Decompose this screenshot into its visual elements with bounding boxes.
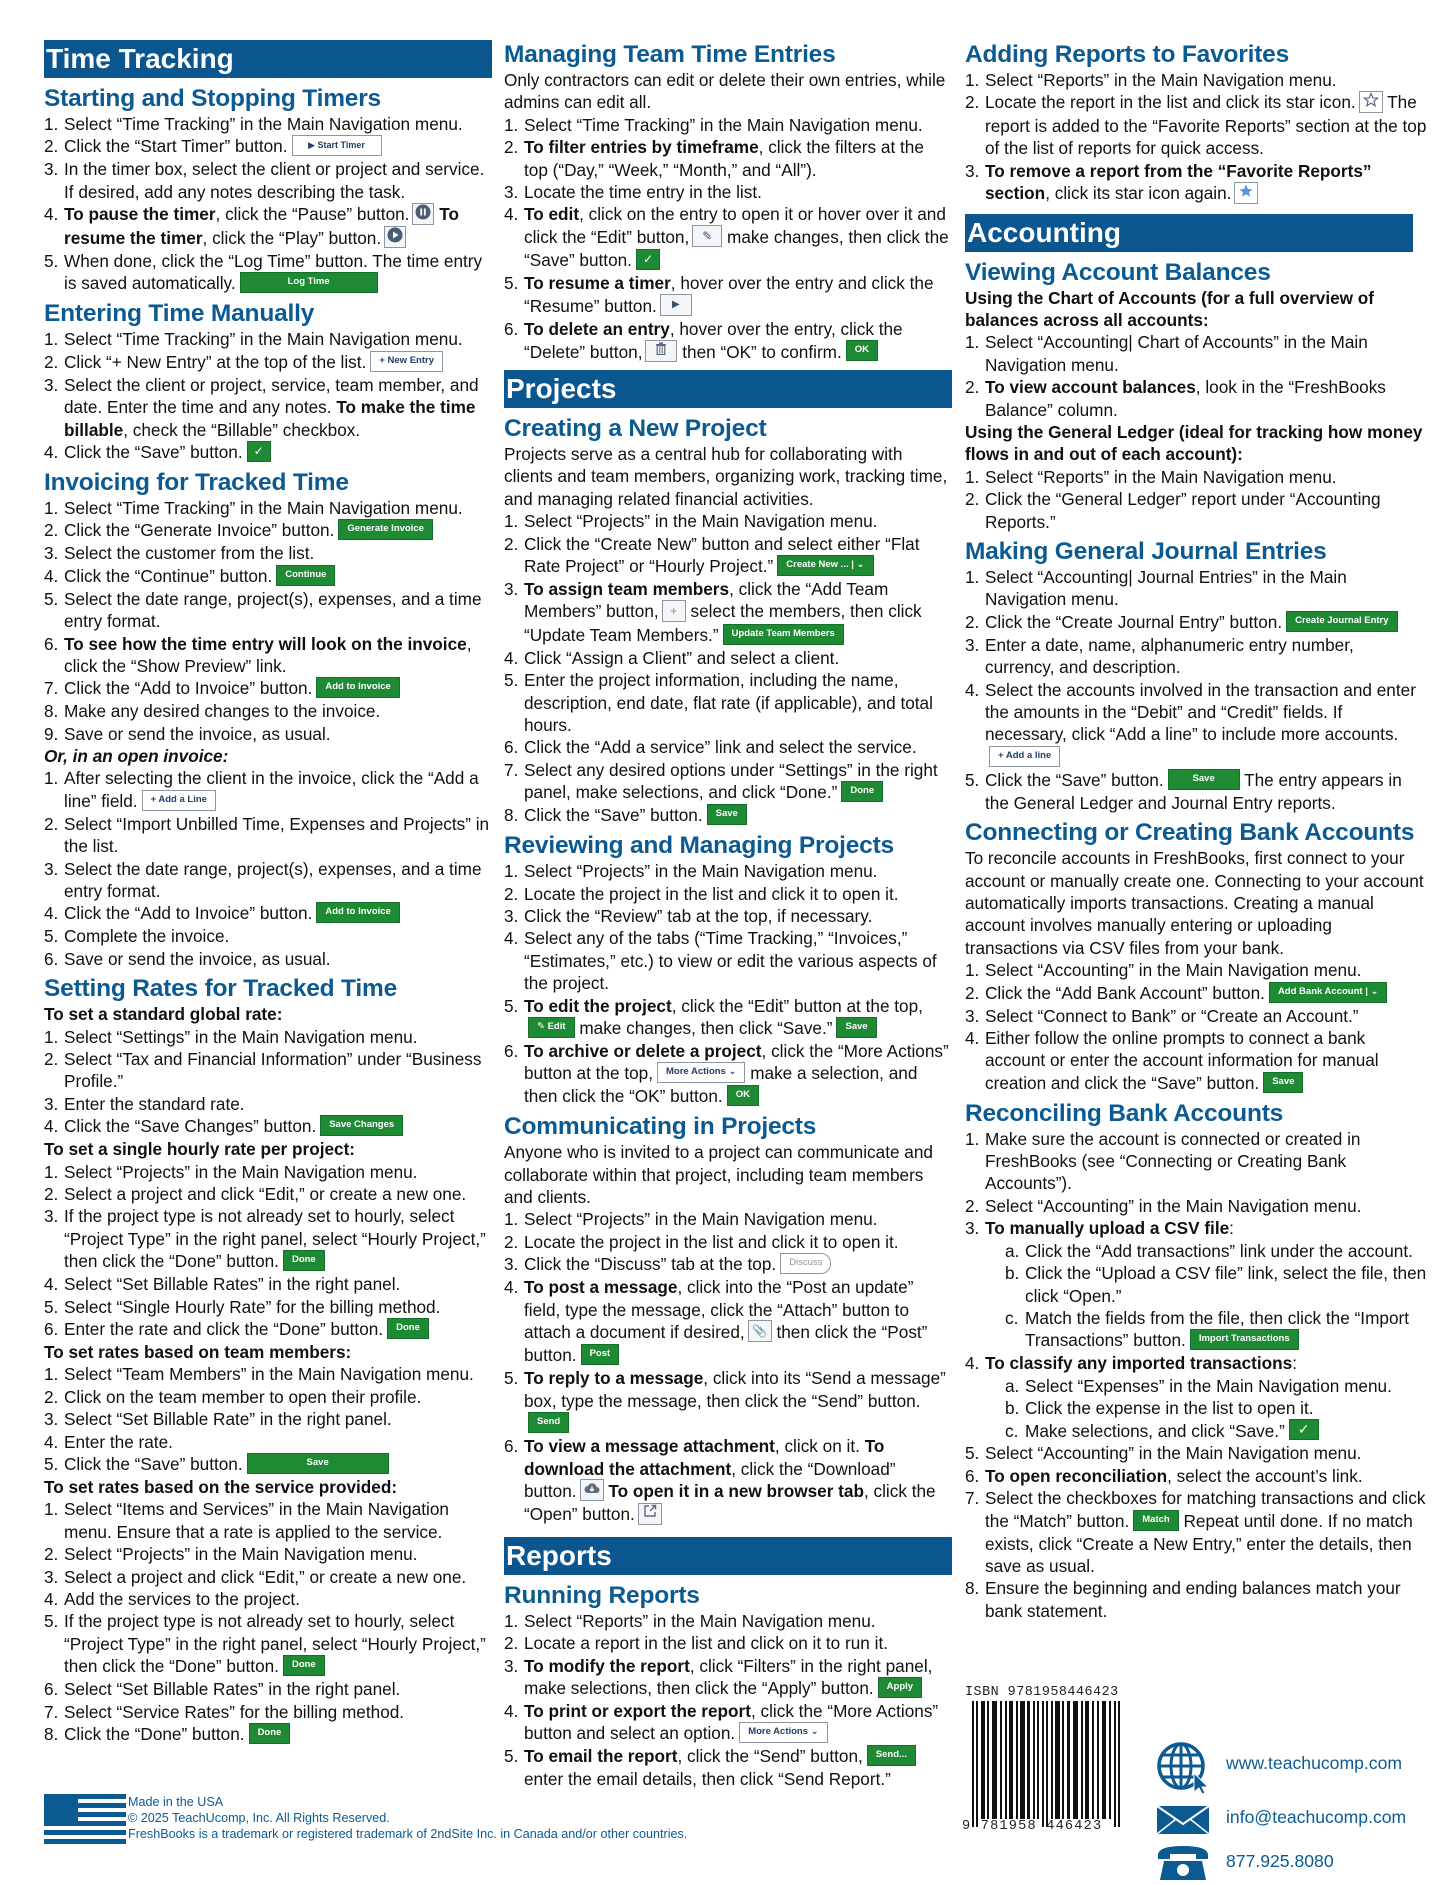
step: 3. Enter a date, name, alphanumeric entry number, currency, and description. xyxy=(965,634,1354,678)
step: 2. Click “+ New Entry” at the top of the list. + New Entry xyxy=(44,351,492,374)
steps-chart-of-accounts xyxy=(965,331,1427,421)
subheading-chart-of-accounts: Using the Chart of Accounts (for a full overview of balances across all accounts: xyxy=(965,287,1375,330)
barcode xyxy=(972,1701,1120,1827)
step: 1. Select “Projects” in the Main Navigation menu. xyxy=(44,1161,418,1182)
step: 4. Add the services to the project. xyxy=(44,1588,300,1609)
steps-creating-project xyxy=(504,510,952,827)
step: 2. To filter entries by timeframe, click the filters at the top (“Day,” “Week,” “Month,” and “All”). xyxy=(504,137,924,180)
ok-button[interactable]: OK xyxy=(846,340,878,361)
steps-open-invoice xyxy=(44,767,492,970)
step: 5. Complete the invoice. xyxy=(44,926,230,947)
resume-play-icon[interactable]: ▶ xyxy=(660,294,692,316)
step: 4. To edit, click on the entry to open it or hover over it and click the “Edit” button, ✎ make changes, then click the “Save” button. ✓ xyxy=(504,204,949,271)
step: 6. Select “Set Billable Rates” in the right panel. xyxy=(44,1679,401,1700)
save-checkmark-button[interactable]: ✓ xyxy=(1289,1419,1319,1440)
subheading-open-invoice: Or, in an open invoice: xyxy=(44,746,229,767)
step: 3. Select the date range, project(s), expenses, and a time entry format. xyxy=(44,858,482,902)
save-button[interactable]: Save xyxy=(247,1453,389,1474)
step: 1. Select “Reports” in the Main Navigation menu. xyxy=(504,1610,876,1631)
step: 9. Save or send the invoice, as usual. xyxy=(44,723,331,744)
step: 1. Make sure the account is connected or created in FreshBooks (see “Connecting or Creating Bank Accounts”). xyxy=(965,1128,1361,1194)
email-link[interactable]: info@teachucomp.com xyxy=(1226,1807,1407,1827)
step: 4. Click the “Save Changes” button. Save Changes xyxy=(44,1115,492,1138)
add-to-invoice-button[interactable]: Add to Invoice xyxy=(316,902,399,923)
step: 8. Click the “Save” button. Save xyxy=(504,804,952,827)
step: 2. Click on the team member to open their profile. xyxy=(44,1386,422,1407)
steps-team-member-rates xyxy=(44,1363,492,1476)
step: 5. To email the report, click the “Send” button, Send... enter the email details, then click “Send Report.” xyxy=(504,1745,952,1790)
step: 1. Select “Reports” in the Main Navigation menu. xyxy=(965,466,1337,487)
discuss-tab[interactable]: Discuss xyxy=(780,1253,831,1274)
create-new-dropdown-button[interactable]: Create New ... | ⌄ xyxy=(777,555,873,576)
step: 3. To manually upload a CSV file: a. Click the “Add transactions” link under the account. b. Click the “Upload a CSV file” link, select the file, then click “Open.” c. Match the fields from the file, then click the “Import Transactions” button. Import Transactions xyxy=(965,1218,1427,1351)
step: 6. To open reconciliation, select the account’s link. xyxy=(965,1465,1363,1486)
step: 2. Click the “Generate Invoice” button. Generate Invoice xyxy=(44,519,492,542)
steps-reconciling xyxy=(965,1128,1427,1623)
steps-journal-entries xyxy=(965,566,1427,814)
step: 5. Click the “Save” button. Save xyxy=(44,1453,492,1476)
column-favorites-accounting xyxy=(965,38,1427,1622)
step: 2. Click the “Create New” button and select either “Flat Rate Project” or “Hourly Project.” Create New ... | ⌄ xyxy=(504,533,920,576)
add-to-invoice-button[interactable]: Add to Invoice xyxy=(316,677,399,698)
step: 4. To classify any imported transactions: a. Select “Expenses” in the Main Navigation menu. b. Click the expense in the list to open it. c. Make selections, and click “Save.” ✓ xyxy=(965,1352,1427,1442)
envelope-icon xyxy=(1156,1805,1210,1835)
subheading-hourly-rate: To set a single hourly rate per project: xyxy=(44,1139,356,1160)
step: 4. To pause the timer, click the “Pause” button. To resume the timer, click the “Play” button. xyxy=(44,204,459,248)
substep: c. Make selections, and click “Save.” ✓ xyxy=(985,1420,1427,1443)
step: 2. Click the “General Ledger” report under “Accounting Reports.” xyxy=(965,489,1381,532)
step: 5. To resume a timer, hover over the entry and click the “Resume” button. ▶ xyxy=(504,273,934,316)
step: 2. Locate the project in the list and click it to open it. xyxy=(504,1231,899,1252)
step: 6. Click the “Add a service” link and select the service. xyxy=(504,737,917,758)
step: 4. Either follow the online prompts to connect a bank account or enter the account information for manual creation and click the “Save” button. Save xyxy=(965,1027,1379,1093)
subheading-global-rate: To set a standard global rate: xyxy=(44,1004,283,1025)
step: 7. Select “Service Rates” for the billing method. xyxy=(44,1701,405,1722)
step: 4. Select “Set Billable Rates” in the right panel. xyxy=(44,1274,401,1295)
made-in-usa: Made in the USA xyxy=(128,1795,224,1809)
step: 6. To see how the time entry will look on the invoice, click the “Show Preview” link. xyxy=(44,633,472,676)
heading-bank-accounts: Connecting or Creating Bank Accounts xyxy=(965,819,1415,847)
step: 2. Select “Projects” in the Main Navigation menu. xyxy=(44,1544,418,1565)
step: 3. Select “Connect to Bank” or “Create an Account.” xyxy=(965,1005,1359,1026)
heading-journal-entries: Making General Journal Entries xyxy=(965,538,1327,565)
barcode-digits: 9 781958 446423 xyxy=(962,1819,1103,1834)
done-button[interactable]: Done xyxy=(283,1655,325,1676)
step: 8. Click the “Done” button. Done xyxy=(44,1723,492,1746)
steps-general-ledger xyxy=(965,466,1427,533)
save-changes-button[interactable]: Save Changes xyxy=(320,1115,403,1136)
steps-adding-favorites xyxy=(965,69,1427,206)
step: 2. Click the “Start Timer” button. ▶ Start Timer xyxy=(44,135,492,158)
add-a-line-button[interactable]: + Add a Line xyxy=(142,790,216,811)
subheading-general-ledger: Using the General Ledger (ideal for tracking how money flows in and out of each account): xyxy=(965,421,1423,465)
step: 4. Enter the rate. xyxy=(44,1431,173,1452)
column-time-tracking xyxy=(44,40,492,1746)
isbn-label: ISBN 9781958446423 xyxy=(965,1685,1119,1700)
generate-invoice-button[interactable]: Generate Invoice xyxy=(338,519,433,540)
add-bank-account-dropdown-button[interactable]: Add Bank Account | ⌄ xyxy=(1269,982,1388,1003)
phone-number[interactable]: 877.925.8080 xyxy=(1226,1851,1334,1871)
log-time-button[interactable]: Log Time xyxy=(240,272,378,293)
step: 5. To reply to a message, click into its “Send a message” box, type the message, then click the “Send” button.Send xyxy=(504,1367,952,1435)
step: 6. Enter the rate and click the “Done” button. Done xyxy=(44,1318,492,1341)
step: 1. Select “Time Tracking” in the Main Navigation menu. xyxy=(44,497,463,518)
step: 4. To post a message, click into the “Post an update” field, type the message, click the “Attach” button to attach a document if desired, 📎 then click the “Post” button. Post xyxy=(504,1277,928,1366)
intro-bank-accounts: To reconcile accounts in FreshBooks, first connect to your account or manually create one. Connecting to your account automatically imports transactions. Creating a manual account involves manually entering or uploading transactions via CSV files from your bank. xyxy=(965,848,1424,958)
trademark-notice: FreshBooks is a trademark or registered trademark of 2ndSite Inc. in Canada and/or other countries. xyxy=(128,1827,688,1841)
step: 1. Select “Settings” in the Main Navigation menu. xyxy=(44,1026,418,1047)
step: 1. Select “Time Tracking” in the Main Navigation menu. xyxy=(44,114,463,134)
step: 3. To assign team members, click the “Add Team Members” button, + select the members, then click “Update Team Members.” Update Team Members xyxy=(504,578,922,645)
step: 2. Locate a report in the list and click on it to run it. xyxy=(504,1633,888,1654)
step: 3. Select “Set Billable Rate” in the right panel. xyxy=(44,1409,392,1430)
footer-copyright xyxy=(44,1794,744,1844)
step: 1. Select “Projects” in the Main Navigation menu. xyxy=(504,1209,878,1230)
more-actions-dropdown[interactable]: More Actions ⌄ xyxy=(657,1062,745,1083)
step: 2. Select a project and click “Edit,” or create a new one. xyxy=(44,1184,467,1205)
step: 5. If the project type is not already set to hourly, select “Project Type” in the right panel, select “Hourly Project,” then click the “Done” button. Done xyxy=(44,1611,486,1677)
steps-bank-accounts xyxy=(965,959,1427,1095)
step: 5. To edit the project, click the “Edit” button at the top,✎ Edit make changes, then click “Save.” Save xyxy=(504,995,923,1038)
continue-button[interactable]: Continue xyxy=(276,565,335,586)
step: 1. Select “Accounting” in the Main Navigation menu. xyxy=(965,960,1362,981)
step: 3. In the timer box, select the client or project and service. If desired, add any notes describing the task. xyxy=(44,159,485,202)
step: 5. When done, click the “Log Time” button. The time entry is saved automatically. Log Time xyxy=(44,251,483,294)
us-flag-icon xyxy=(44,1794,126,1846)
steps-starting-timers xyxy=(44,113,492,295)
step: 3. Select a project and click “Edit,” or create a new one. xyxy=(44,1566,467,1587)
heading-entering-time-manually: Entering Time Manually xyxy=(44,300,315,328)
step: 3. Select the client or project, service, team member, and date. Enter the time and any notes. To make the time billable, check the “Billable” checkbox. xyxy=(44,374,479,440)
step: 5. Select “Single Hourly Rate” for the billing method. xyxy=(44,1296,441,1317)
save-checkmark-button[interactable]: ✓ xyxy=(247,441,271,462)
heading-reviewing-projects: Reviewing and Managing Projects xyxy=(504,832,894,860)
steps-hourly-rate xyxy=(44,1161,492,1341)
step: 2. Locate the project in the list and click it to open it. xyxy=(504,883,899,904)
step: 3. To modify the report, click “Filters” in the right panel, make selections, then click the “Apply” button. Apply xyxy=(504,1655,933,1699)
step: 3. Locate the time entry in the list. xyxy=(504,182,762,203)
step: 1. Select “Projects” in the Main Navigation menu. xyxy=(504,511,878,532)
step: 2. Select “Accounting” in the Main Navigation menu. xyxy=(965,1195,1362,1216)
step: 4. Select the accounts involved in the transaction and enter the amounts in the “Debit” and “Credit” fields. If necessary, click “Add a line” to include more accounts.+ Add a line xyxy=(965,679,1427,769)
step: 1. Select “Time Tracking” in the Main Navigation menu. xyxy=(44,329,463,350)
step: 1. After selecting the client in the invoice, click the “Add a line” field. + Add a Line xyxy=(44,768,479,811)
step: 5. Enter the project information, including the name, description, end date, flat rate (if applicable), and total hours. xyxy=(504,670,933,735)
section-banner-accounting: Accounting xyxy=(965,214,1413,252)
heading-reconciling: Reconciling Bank Accounts xyxy=(965,1099,1284,1127)
steps-invoicing xyxy=(44,497,492,745)
step: 6. Save or send the invoice, as usual. xyxy=(44,948,331,969)
start-timer-button[interactable]: ▶ Start Timer xyxy=(292,135,382,156)
step: 7. Select the checkboxes for matching transactions and click the “Match” button. Match Repeat until done. If no match exists, click “Create a New Entry,” enter the details, then save as usual. xyxy=(965,1488,1426,1577)
copyright: © 2025 TeachUcomp, Inc. All Rights Reserved. xyxy=(128,1811,390,1825)
step: 5. Select the date range, project(s), expenses, and a time entry format. xyxy=(44,588,482,632)
cloud-download-icon[interactable] xyxy=(580,1479,604,1501)
open-external-icon[interactable] xyxy=(638,1503,662,1525)
step: 2. To view account balances, look in the “FreshBooks Balance” column. xyxy=(965,377,1386,420)
substeps-classify xyxy=(985,1375,1427,1443)
paperclip-attach-icon[interactable]: 📎 xyxy=(748,1320,772,1342)
trash-delete-icon[interactable] xyxy=(645,340,677,362)
section-banner-time-tracking: Time Tracking xyxy=(44,40,492,78)
step: 1. Select “Accounting| Journal Entries” in the Main Navigation menu. xyxy=(965,567,1347,610)
step: 3. Click the “Review” tab at the top, if necessary. xyxy=(504,905,873,926)
steps-reviewing-projects xyxy=(504,860,952,1108)
step: 6. To view a message attachment, click on it. To download the attachment, click the “Download” button. To open it in a new browser tab, click the “Open” button. xyxy=(504,1436,936,1525)
intro-communicating: Anyone who is invited to a project can communicate and collaborate within that project, including team members and clients. xyxy=(504,1142,933,1208)
step: 2. Select “Tax and Financial Information” under “Business Profile.” xyxy=(44,1049,482,1092)
step: 6. To delete an entry, hover over the entry, click the “Delete” button, then “OK” to confirm. OK xyxy=(504,319,903,362)
steps-global-rate xyxy=(44,1026,492,1139)
heading-invoicing-tracked-time: Invoicing for Tracked Time xyxy=(44,468,349,496)
step: 8. Make any desired changes to the invoice. xyxy=(44,701,381,722)
step: 1. Select “Time Tracking” in the Main Navigation menu. xyxy=(504,114,923,135)
section-banner-reports: Reports xyxy=(504,1537,952,1575)
step: 4. Select any of the tabs (“Time Tracking,” “Invoices,” “Estimates,” etc.) to view or edit the various aspects of the project. xyxy=(504,928,937,994)
done-button[interactable]: Done xyxy=(249,1723,291,1744)
star-outline-icon[interactable] xyxy=(1359,91,1383,113)
save-button[interactable]: Save xyxy=(1263,1072,1303,1093)
step: 8. Ensure the beginning and ending balances match your bank statement. xyxy=(965,1578,1401,1621)
done-button[interactable]: Done xyxy=(283,1250,325,1271)
footer-text xyxy=(128,1794,687,1842)
send-report-button[interactable]: Send... xyxy=(867,1745,916,1766)
step: 1. Select “Team Members” in the Main Navigation menu. xyxy=(44,1364,474,1385)
star-filled-icon[interactable] xyxy=(1234,182,1258,204)
step: 7. Click the “Add to Invoice” button. Add to Invoice xyxy=(44,677,492,700)
substep: b. Click the “Upload a CSV file” link, select the file, then click “Open.” xyxy=(1005,1263,1427,1306)
step: 3. If the project type is not already set to hourly, select “Project Type” in the right panel, select “Hourly Project,” then click the “Done” button. Done xyxy=(44,1206,486,1272)
steps-entering-time xyxy=(44,328,492,464)
substep: a. Select “Expenses” in the Main Navigation menu. xyxy=(1005,1375,1392,1396)
heading-creating-new-project: Creating a New Project xyxy=(504,414,767,442)
post-button[interactable]: Post xyxy=(581,1344,620,1365)
website-link[interactable]: www.teachucomp.com xyxy=(1226,1753,1403,1773)
section-banner-projects: Projects xyxy=(504,370,952,408)
substep: b. Click the expense in the list to open it. xyxy=(1005,1398,1314,1419)
steps-managing-team-time xyxy=(504,114,952,364)
add-team-member-plus-icon[interactable]: + xyxy=(662,600,686,622)
update-team-members-button[interactable]: Update Team Members xyxy=(723,624,844,645)
done-button[interactable]: Done xyxy=(841,781,883,802)
steps-service-rates xyxy=(44,1498,492,1746)
heading-adding-favorites: Adding Reports to Favorites xyxy=(965,41,1290,68)
import-transactions-button[interactable]: Import Transactions xyxy=(1190,1329,1299,1350)
apply-button[interactable]: Apply xyxy=(878,1677,922,1698)
step: 4. To print or export the report, click the “More Actions” button and select an option. More Actions ⌄ xyxy=(504,1701,939,1744)
steps-communicating xyxy=(504,1208,952,1526)
add-a-line-button[interactable]: + Add a line xyxy=(989,746,1060,767)
save-button[interactable]: Save xyxy=(836,1017,876,1038)
step: 5. Select “Accounting” in the Main Navigation menu. xyxy=(965,1443,1362,1464)
subheading-service-rates: To set rates based on the service provided: xyxy=(44,1476,398,1497)
heading-communicating-projects: Communicating in Projects xyxy=(504,1113,817,1141)
step: 3. Enter the standard rate. xyxy=(44,1093,245,1114)
heading-setting-rates: Setting Rates for Tracked Time xyxy=(44,975,397,1003)
send-button[interactable]: Send xyxy=(528,1412,569,1433)
substep: c. Match the fields from the file, then click the “Import Transactions” button. Import Transactions xyxy=(1005,1307,1410,1351)
ok-button[interactable]: OK xyxy=(727,1085,759,1106)
step: 1. Select “Reports” in the Main Navigation menu. xyxy=(965,70,1337,90)
pencil-edit-icon[interactable]: ✎ xyxy=(692,225,722,247)
save-button[interactable]: Save xyxy=(1168,769,1240,790)
intro-managing-team-time: Only contractors can edit or delete their own entries, while admins can edit all. xyxy=(504,70,946,113)
step: 4. Click the “Add to Invoice” button. Add to Invoice xyxy=(44,902,492,925)
step: 4. Click “Assign a Client” and select a client. xyxy=(504,647,840,668)
done-button[interactable]: Done xyxy=(387,1318,429,1339)
step: 1. Select “Items and Services” in the Main Navigation menu. Ensure that a rate is applied to the service. xyxy=(44,1499,449,1542)
step: 4. Click the “Continue” button. Continue xyxy=(44,565,492,588)
contact-block xyxy=(960,1685,1440,1871)
step: 2. Click the “Add Bank Account” button. Add Bank Account | ⌄ xyxy=(965,982,1427,1005)
more-actions-dropdown[interactable]: More Actions ⌄ xyxy=(739,1722,827,1743)
step: 1. Select “Projects” in the Main Navigation menu. xyxy=(504,861,878,882)
step: 4. Click the “Save” button. ✓ xyxy=(44,441,492,464)
intro-creating-project: Projects serve as a central hub for collaborating with clients and team members, organizing work, tracking time, and managing related financial activities. xyxy=(504,443,948,509)
new-entry-button[interactable]: + New Entry xyxy=(370,351,443,372)
heading-managing-team-time: Managing Team Time Entries xyxy=(504,41,836,68)
heading-running-reports: Running Reports xyxy=(504,1581,700,1609)
steps-running-reports xyxy=(504,1610,952,1791)
create-journal-entry-button[interactable]: Create Journal Entry xyxy=(1286,611,1397,632)
step: 3. To remove a report from the “Favorite Reports” section, click its star icon again. xyxy=(965,160,1372,204)
step: 5. Click the “Save” button. Save The entry appears in the General Ledger and Journal Entry reports. xyxy=(965,769,1402,813)
save-checkmark-button[interactable]: ✓ xyxy=(636,249,660,270)
heading-viewing-account-balances: Viewing Account Balances xyxy=(965,258,1271,286)
phone-icon xyxy=(1156,1845,1210,1881)
step: 2. Select “Import Unbilled Time, Expenses and Projects” in the list. xyxy=(44,813,490,857)
match-button[interactable]: Match xyxy=(1133,1510,1178,1531)
substeps-upload-csv xyxy=(985,1240,1427,1353)
column-projects-reports xyxy=(504,38,952,1791)
step: 6. To archive or delete a project, click the “More Actions” button at the top, More Actions ⌄ make a selection, and then click the “OK” button. OK xyxy=(504,1040,949,1107)
edit-project-button[interactable]: ✎ Edit xyxy=(528,1017,575,1038)
subheading-team-member-rates: To set rates based on team members: xyxy=(44,1341,352,1362)
heading-starting-stopping-timers: Starting and Stopping Timers xyxy=(44,85,381,112)
step: 7. Select any desired options under “Settings” in the right panel, make selections, and click “Done.” Done xyxy=(504,759,938,803)
save-button[interactable]: Save xyxy=(707,804,747,825)
step: 2. Locate the report in the list and click its star icon. The report is added to the “Favorite Reports” section at the top of the list of reports for quick access. xyxy=(965,92,1427,159)
step: 3. Select the customer from the list. xyxy=(44,543,315,564)
substep: a. Click the “Add transactions” link under the account. xyxy=(1005,1240,1413,1261)
play-icon[interactable] xyxy=(384,226,406,248)
step: 3. Click the “Discuss” tab at the top. Discuss xyxy=(504,1253,952,1276)
step: 1. Select “Accounting| Chart of Accounts” in the Main Navigation menu. xyxy=(965,332,1368,375)
step: 2. Click the “Create Journal Entry” button. Create Journal Entry xyxy=(965,611,1427,634)
globe-icon xyxy=(1156,1741,1210,1795)
pause-icon[interactable] xyxy=(412,203,434,225)
